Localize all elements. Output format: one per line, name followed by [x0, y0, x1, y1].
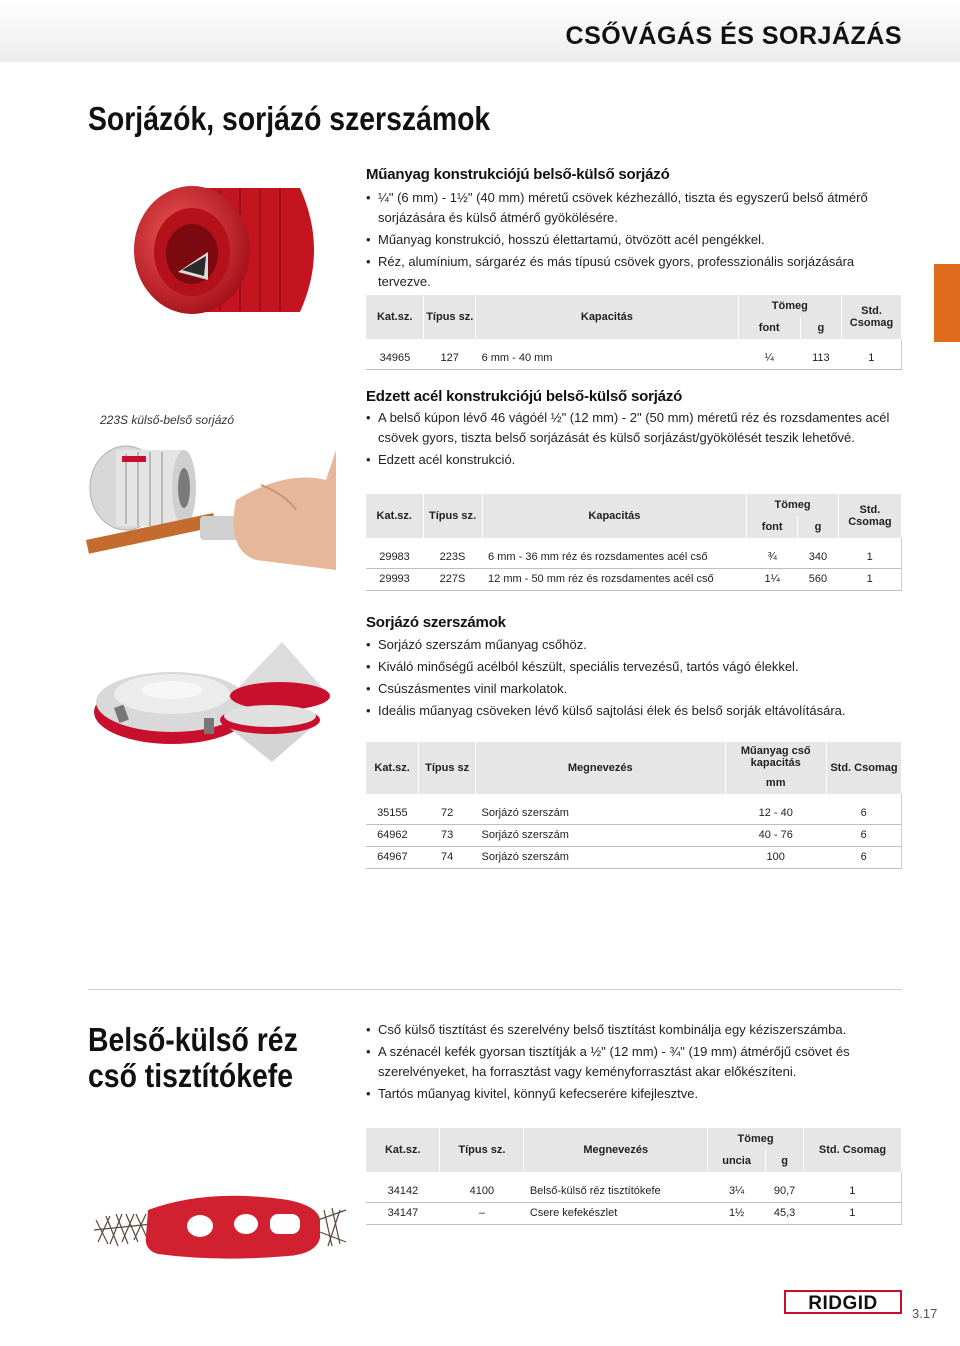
cell-weight-font: 1¼	[747, 568, 798, 590]
feature-list	[366, 635, 896, 723]
col-header-unit-g: g	[798, 516, 839, 538]
cell-weight-g: 45,3	[766, 1202, 804, 1224]
col-header-unit-g: g	[800, 317, 841, 339]
cell-capacity: 6 mm - 40 mm	[476, 347, 739, 369]
cell-weight-g: 560	[798, 568, 839, 590]
table-row	[366, 846, 902, 868]
feature-item: • Csúszásmentes vinil markolatok.	[366, 679, 896, 699]
cell-weight-font: ¼	[738, 347, 800, 369]
product-title: Edzett acél konstrukciójú belső-külső sorjázó	[366, 388, 683, 405]
table-row	[366, 802, 902, 824]
plastic-reamer-image	[130, 180, 330, 320]
cell-name: Belső-külső réz tisztítókefe	[524, 1180, 708, 1202]
cell-weight-g: 113	[800, 347, 841, 369]
feature-list	[366, 408, 896, 472]
product-title: Sorjázó szerszámok	[366, 614, 506, 631]
cell-cat: 34142	[366, 1180, 440, 1202]
col-header-type: Típus sz.	[440, 1128, 524, 1172]
col-header-type: Típus sz	[419, 742, 476, 794]
col-header-unit-uncia: uncia	[708, 1150, 766, 1172]
ridgid-logo	[784, 1290, 902, 1314]
col-header-capacity: Műanyag cső kapacitás	[725, 742, 826, 772]
image-caption: 223S külső-belső sorjázó	[100, 413, 235, 427]
col-header-type: Típus sz.	[424, 295, 476, 339]
table-row	[366, 1202, 902, 1224]
cell-name: Sorjázó szerszám	[476, 802, 725, 824]
cell-std: 6	[826, 824, 901, 846]
col-header-cat: Kat.sz.	[366, 742, 419, 794]
cell-weight-uncia: 3¼	[708, 1180, 766, 1202]
col-header-name: Megnevezés	[524, 1128, 708, 1172]
feature-item: • ¼" (6 mm) - 1½" (40 mm) méretű csövek kézhezálló, tiszta és egyszerű belső átmérő sorjázására és külső átmérő gyökölésére.	[366, 188, 896, 228]
spec-table	[366, 742, 902, 869]
feature-list	[366, 188, 896, 294]
table-row	[366, 1180, 902, 1202]
feature-list	[366, 1020, 896, 1106]
cell-capacity: 40 - 76	[725, 824, 826, 846]
cell-capacity: 6 mm - 36 mm réz és rozsdamentes acél cső	[482, 546, 747, 568]
col-header-std: Std. Csomag	[804, 1128, 902, 1172]
cell-type: 74	[419, 846, 476, 868]
cell-weight-g: 90,7	[766, 1180, 804, 1202]
cell-capacity: 100	[725, 846, 826, 868]
col-header-std: Std. Csomag	[842, 295, 902, 339]
cell-cat: 64962	[366, 824, 419, 846]
col-header-std: Std. Csomag	[826, 742, 901, 794]
feature-item: • Tartós műanyag kivitel, könnyű kefecserére kifejlesztve.	[366, 1084, 896, 1104]
cell-type: –	[440, 1202, 524, 1224]
col-header-cat: Kat.sz.	[366, 295, 424, 339]
col-header-capacity: Kapacitás	[482, 494, 747, 538]
col-header-name: Megnevezés	[476, 742, 725, 794]
spec-table	[366, 295, 902, 370]
cell-type: 223S	[423, 546, 482, 568]
cell-cat: 35155	[366, 802, 419, 824]
section-title-brush: Belső-külső réz cső tisztítókefe	[88, 1021, 298, 1094]
cell-cat: 29993	[366, 568, 423, 590]
cell-name: Sorjázó szerszám	[476, 824, 725, 846]
col-header-unit-font: font	[747, 516, 798, 538]
col-header-weight: Tömeg	[708, 1128, 804, 1150]
cell-weight-font: ¾	[747, 546, 798, 568]
col-header-unit-mm: mm	[725, 772, 826, 794]
cell-cat: 64967	[366, 846, 419, 868]
cell-std: 1	[838, 568, 901, 590]
cleaning-brush-image	[88, 1180, 348, 1280]
cell-type: 127	[424, 347, 476, 369]
cell-name: Csere kefekészlet	[524, 1202, 708, 1224]
feature-item: • Edzett acél konstrukció.	[366, 450, 896, 470]
feature-item: • Sorjázó szerszám műanyag csőhöz.	[366, 635, 896, 655]
page-title: Sorjázók, sorjázó szerszámok	[88, 100, 491, 137]
spec-table	[366, 494, 902, 591]
col-header-unit-font: font	[738, 317, 800, 339]
cell-name: Sorjázó szerszám	[476, 846, 725, 868]
cell-capacity: 12 - 40	[725, 802, 826, 824]
section-divider	[88, 989, 902, 990]
cell-type: 72	[419, 802, 476, 824]
cell-cat: 34965	[366, 347, 424, 369]
col-header-capacity: Kapacitás	[476, 295, 739, 339]
cell-std: 1	[804, 1202, 902, 1224]
feature-item: • Réz, alumínium, sárgaréz és más típusú csövek gyors, professzionális sorjázására tervezve.	[366, 252, 896, 292]
section-title: CSŐVÁGÁS ÉS SORJÁZÁS	[565, 22, 902, 50]
steel-reamer-in-hand-image	[86, 440, 336, 570]
col-header-weight: Tömeg	[747, 494, 839, 516]
cell-capacity: 12 mm - 50 mm réz és rozsdamentes acél cső	[482, 568, 747, 590]
feature-item: • Ideális műanyag csöveken lévő külső sajtolási élek és belső sorják eltávolítására.	[366, 701, 896, 721]
page-number: 3.17	[912, 1306, 938, 1321]
col-header-weight: Tömeg	[738, 295, 841, 317]
feature-item: • Műanyag konstrukció, hosszú élettartamú, ötvözött acél pengékkel.	[366, 230, 896, 250]
feature-item: • Cső külső tisztítást és szerelvény belső tisztítást kombinálja egy kéziszerszámba.	[366, 1020, 896, 1040]
cell-std: 6	[826, 802, 901, 824]
cell-weight-uncia: 1½	[708, 1202, 766, 1224]
cell-weight-g: 340	[798, 546, 839, 568]
feature-item: • A belső kúpon lévő 46 vágóél ½" (12 mm) - 2" (50 mm) méretű réz és rozsdamentes acél csövek gyors, tiszta belső sorjázását és külső sorjázást/gyökölését teszik lehetővé.	[366, 408, 896, 448]
col-header-type: Típus sz.	[423, 494, 482, 538]
table-row	[366, 347, 902, 369]
cell-type: 73	[419, 824, 476, 846]
cell-std: 6	[826, 846, 901, 868]
table-row	[366, 824, 902, 846]
col-header-cat: Kat.sz.	[366, 494, 423, 538]
cell-std: 1	[804, 1180, 902, 1202]
product-title: Műanyag konstrukciójú belső-külső sorjázó	[366, 166, 670, 183]
col-header-unit-g: g	[766, 1150, 804, 1172]
cell-type: 227S	[423, 568, 482, 590]
section-tab-marker	[934, 264, 960, 342]
cell-type: 4100	[440, 1180, 524, 1202]
cell-cat: 34147	[366, 1202, 440, 1224]
feature-item: • Kiváló minőségű acélból készült, speciális tervezésű, tartós vágó élekkel.	[366, 657, 896, 677]
cell-std: 1	[842, 347, 902, 369]
brand-text: RIDGID	[808, 1293, 878, 1314]
spec-table	[366, 1128, 902, 1225]
col-header-cat: Kat.sz.	[366, 1128, 440, 1172]
table-row	[366, 568, 902, 590]
table-row	[366, 546, 902, 568]
cell-cat: 29983	[366, 546, 423, 568]
cell-std: 1	[838, 546, 901, 568]
col-header-std: Std. Csomag	[838, 494, 901, 538]
deburring-tools-image	[92, 632, 342, 764]
feature-item: • A szénacél kefék gyorsan tisztítják a ½" (12 mm) - ¾" (19 mm) átmérőjű csövet és szerelvényeket, ha forrasztást vagy keményforrasztást akar előkészíteni.	[366, 1042, 896, 1082]
